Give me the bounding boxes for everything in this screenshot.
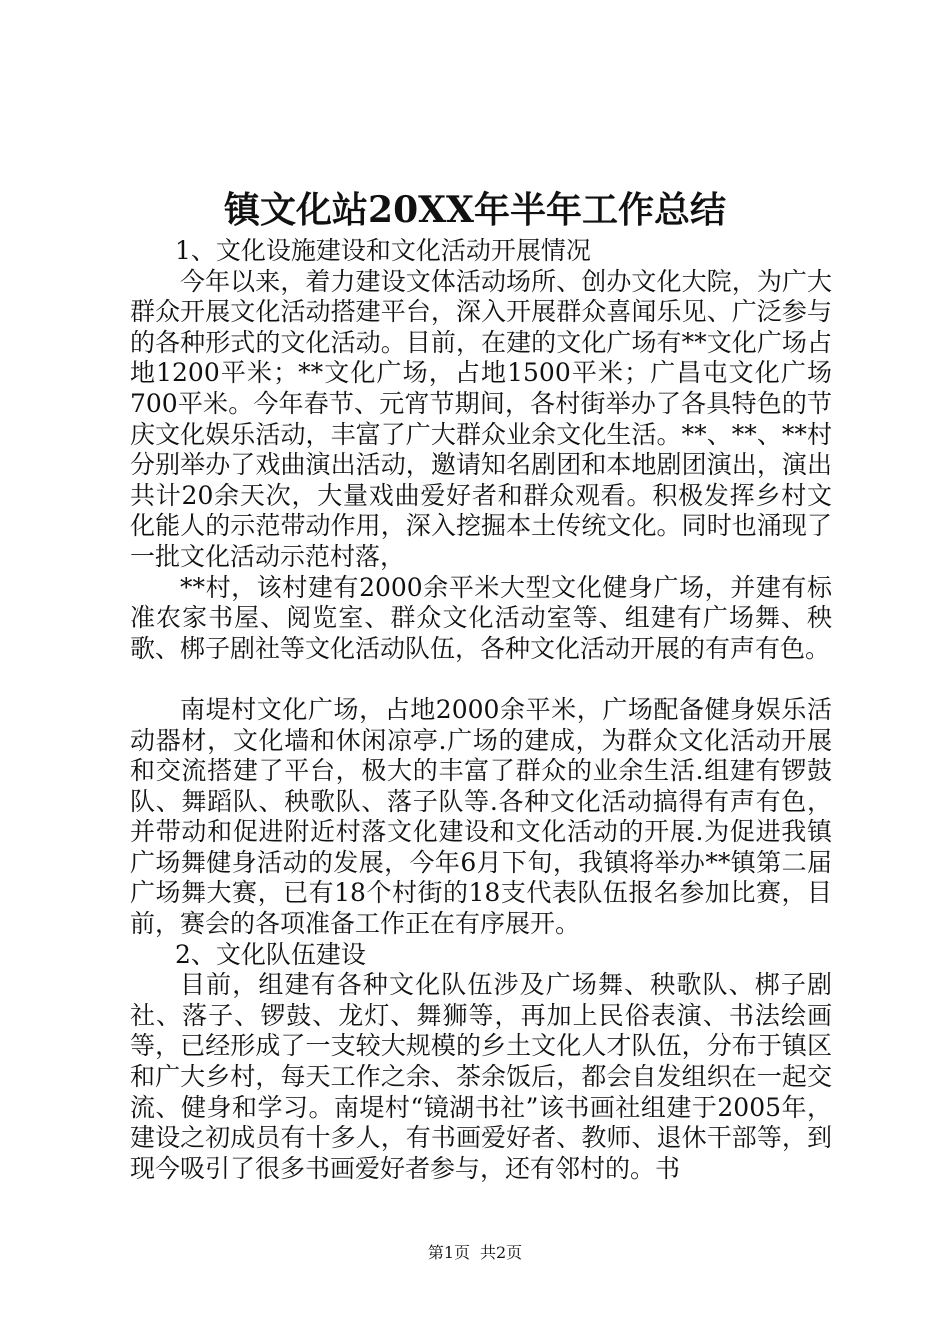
section-heading-1: 1、文化设施建设和文化活动开展情况 [175,236,591,265]
page-number: 第1页 [427,1243,470,1262]
section-heading-2: 2、文化队伍建设 [175,939,366,969]
body-paragraph: 今年以来，着力建设文体活动场所、创办文化大院，为广大群众开展文化活动搭建平台，深入开展群众喜闻乐见、广泛参与的各种形式的文化活动。目前，在建的文化广场有**文化广场占地1200平米；**文化广场，占地1500平米；广昌屯文化广场700平米。今年春节、元宵节期间，各村街举办了各具特色的节庆文化娱乐活动，丰富了广大群众业余文化生活。**、**、**村分别举办了戏曲演出活动，邀请知名剧团和本地剧团演出，演出共计20余天次，大量戏曲爱好者和群众观看。积极发挥乡村文化能人的示范带动作用，深入挖掘本土传统文化。同时也涌现了一批文化活动示范村落， [130,266,832,571]
body-paragraph: 南堤村文化广场，占地2000余平米，广场配备健身娱乐活动器材，文化墙和休闲凉亭.广场的建成，为群众文化活动开展和交流搭建了平台，极大的丰富了群众的业余生活.组建有锣鼓队、舞蹈队、秧歌队、落子队等.各种文化活动搞得有声有色，并带动和促进附近村落文化建设和文化活动的开展.为促进我镇广场舞健身活动的发展，今年6月下旬，我镇将举办**镇第二届广场舞大赛，已有18个村街的18支代表队伍报名参加比赛，目前，赛会的各项准备工作正在有序展开。 [130,694,832,939]
body-paragraph: **村，该村建有2000余平米大型文化健身广场，并建有标准农家书屋、阅览室、群众文化活动室等、组建有广场舞、秧歌、梆子剧社等文化活动队伍，各种文化活动开展的有声有色。 [130,572,832,663]
page-footer [0,1242,950,1264]
page-total: 共2页 [480,1243,523,1262]
document-body [130,236,832,1184]
body-paragraph: 目前，组建有各种文化队伍涉及广场舞、秧歌队、梆子剧社、落子、锣鼓、龙灯、舞狮等，再加上民俗表演、书法绘画等，已经形成了一支较大规模的乡土文化人才队伍，分布于镇区和广大乡村，每天工作之余、茶余饭后，都会自发组织在一起交流、健身和学习。南堤村“镜湖书社”该书画社组建于2005年，建设之初成员有十多人，有书画爱好者、教师、退休干部等，到现今吸引了很多书画爱好者参与，还有邻村的。书 [130,970,832,1183]
document-title: 镇文化站20XX年半年工作总结 [224,189,726,231]
